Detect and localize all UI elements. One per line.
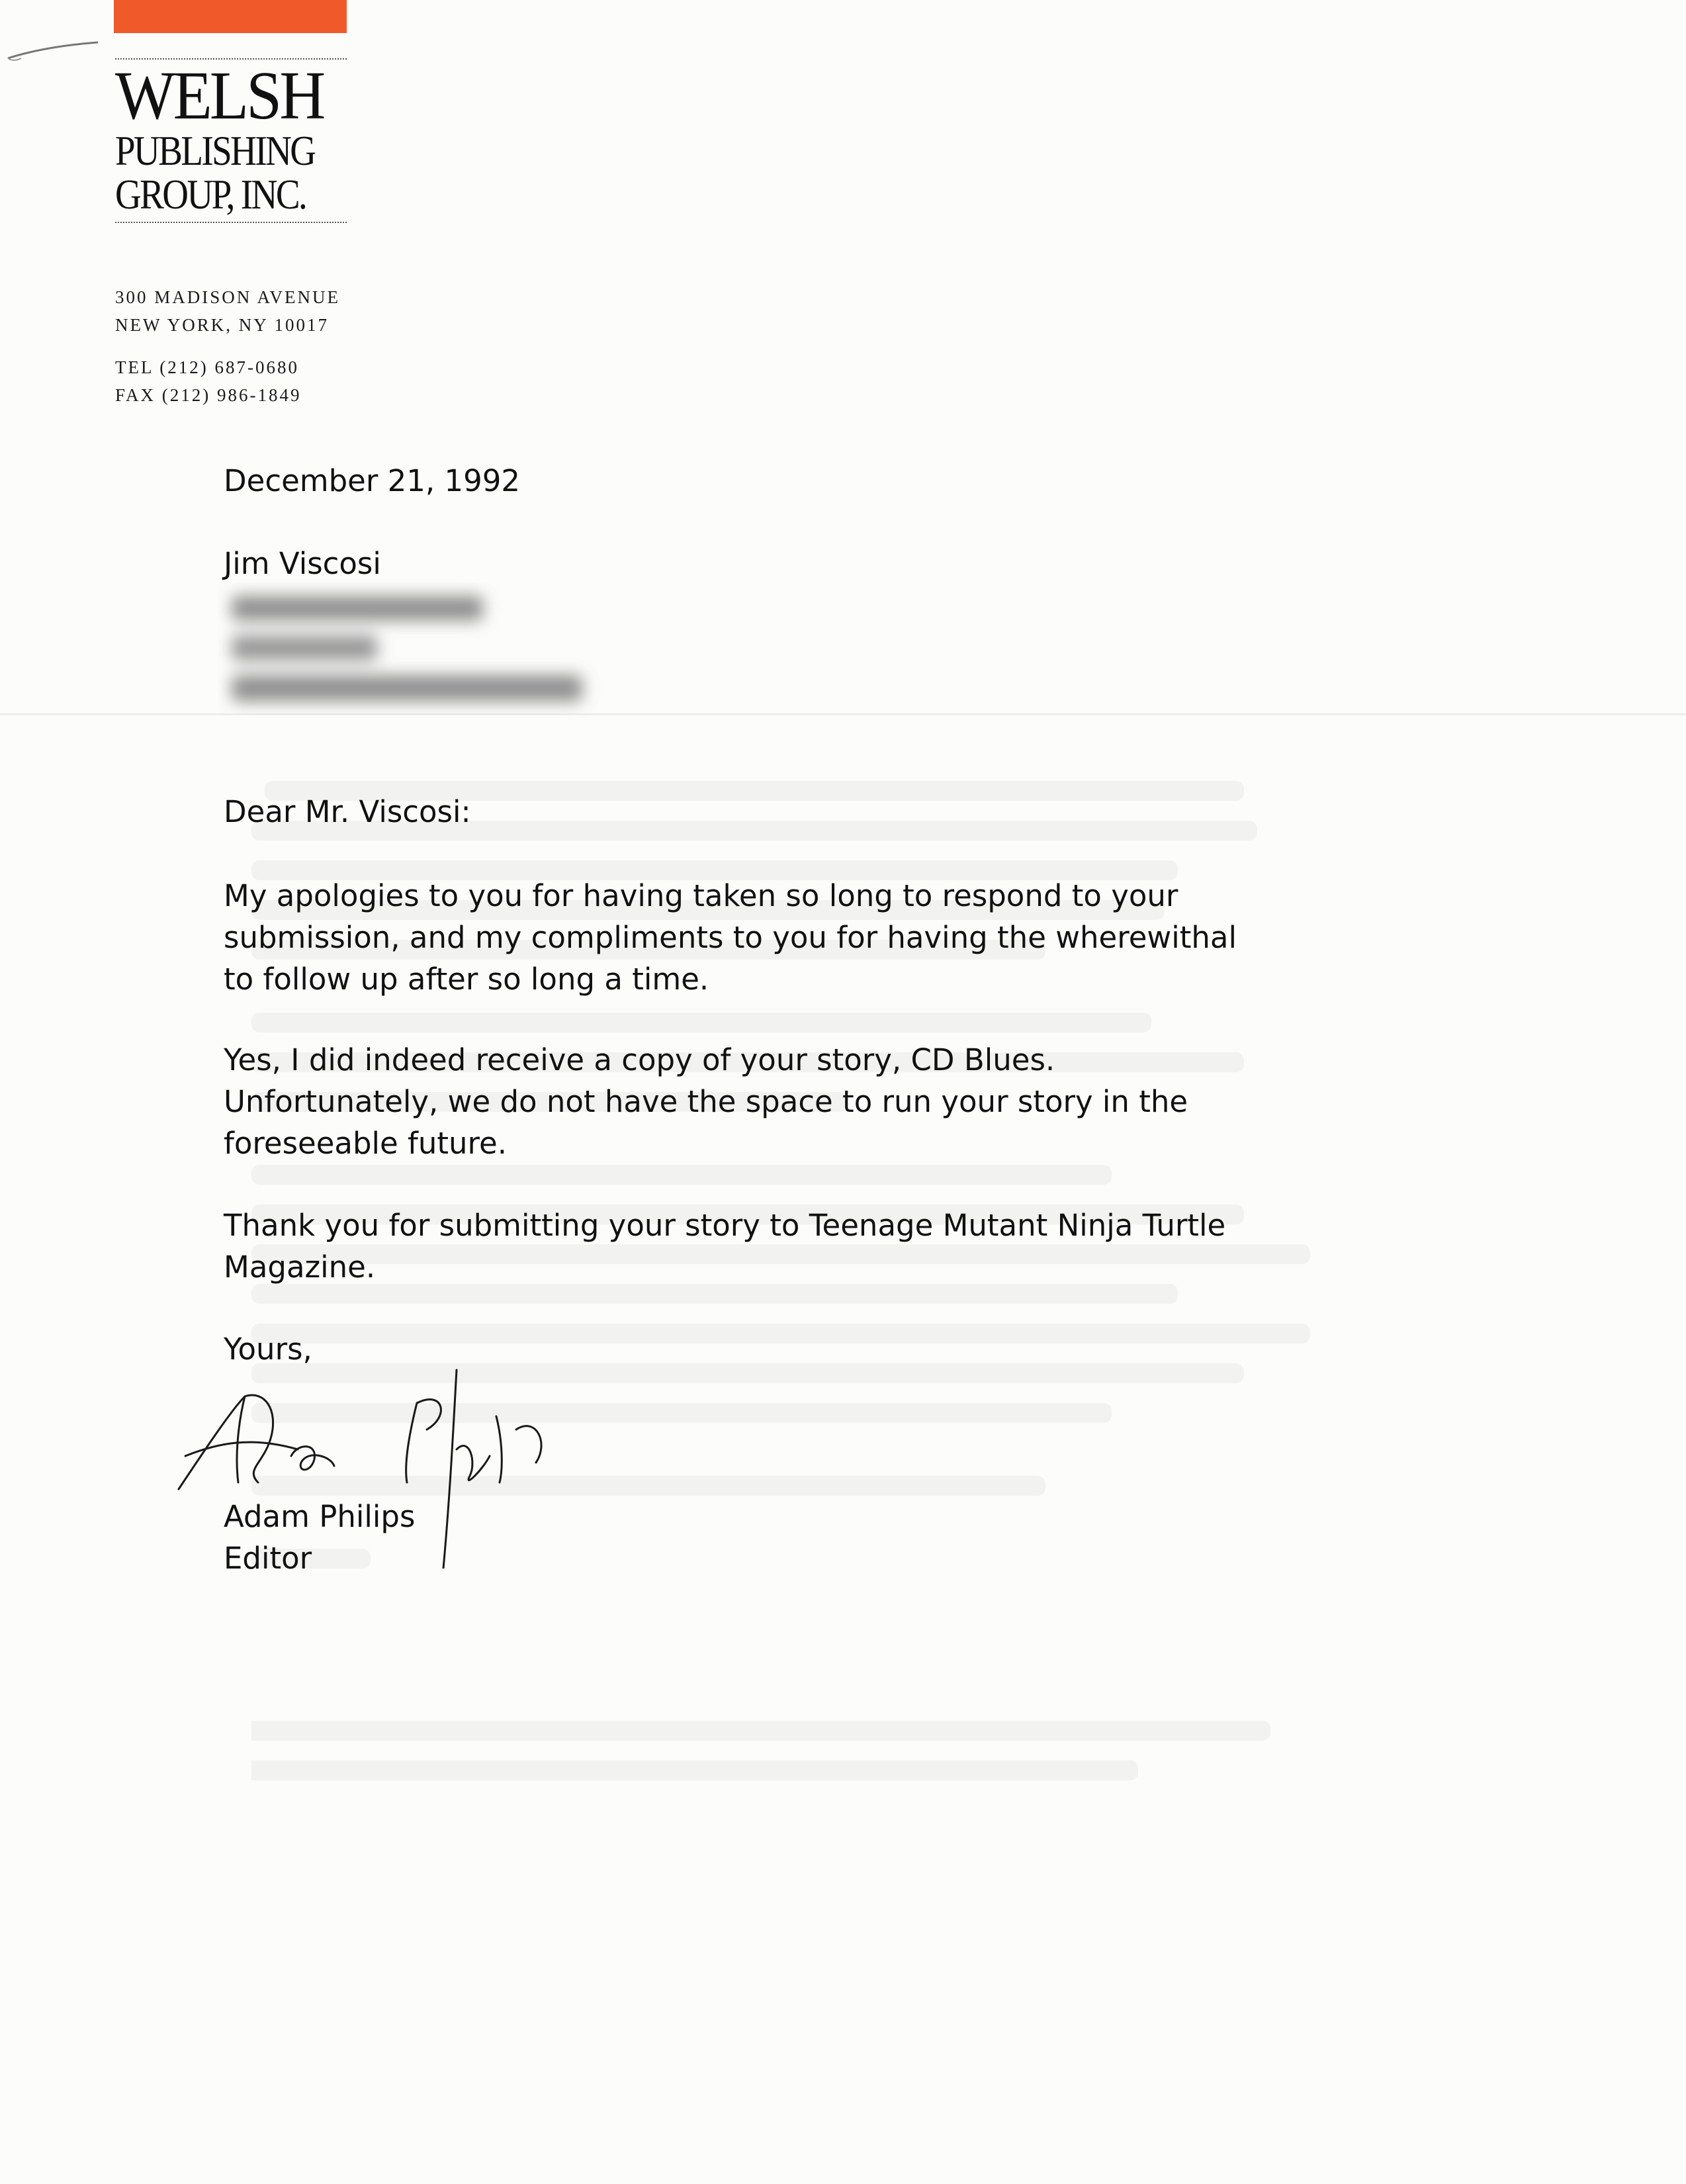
signer-title: Editor: [224, 1541, 312, 1576]
paragraph-story-receipt: [224, 1039, 1188, 1164]
company-address: [115, 283, 340, 409]
phone-number: TEL (212) 687-0680: [115, 357, 299, 377]
paragraph-line: Thank you for submitting your story to Teenage Mutant Ninja Turtle: [224, 1208, 1226, 1243]
logo-welsh: WELSH: [115, 58, 324, 134]
company-logo: [115, 58, 353, 224]
redacted-recipient-address: [218, 582, 602, 715]
letterhead-accent-bar: [114, 0, 347, 33]
logo-publishing: PUBLISHING: [115, 127, 315, 174]
paragraph-line: Yes, I did indeed receive a copy of your story, CD Blues.: [224, 1042, 1055, 1077]
paragraph-apologies: [224, 875, 1237, 1000]
paragraph-thanks: [224, 1205, 1225, 1288]
paragraph-line: Magazine.: [224, 1250, 376, 1285]
paragraph-line: to follow up after so long a time.: [224, 962, 709, 997]
paragraph-line: submission, and my compliments to you for having the wherewithal: [224, 920, 1237, 955]
address-city: NEW YORK, NY 10017: [115, 315, 329, 335]
staple-mark: [5, 38, 105, 65]
letter-date: December 21, 1992: [224, 463, 521, 498]
logo-group-inc: GROUP, INC.: [115, 171, 306, 218]
signature-block: [224, 1496, 415, 1579]
paragraph-line: foreseeable future.: [224, 1126, 508, 1161]
paragraph-line: My apologies to you for having taken so long to respond to your: [224, 878, 1178, 913]
address-street: 300 MADISON AVENUE: [115, 287, 341, 307]
recipient-name: Jim Viscosi: [224, 546, 381, 581]
fax-number: FAX (212) 986-1849: [115, 385, 302, 405]
signer-name: Adam Philips: [224, 1499, 416, 1534]
paragraph-line: Unfortunately, we do not have the space to run your story in the: [224, 1084, 1188, 1119]
salutation: Dear Mr. Viscosi:: [224, 794, 471, 829]
closing: Yours,: [224, 1332, 312, 1367]
